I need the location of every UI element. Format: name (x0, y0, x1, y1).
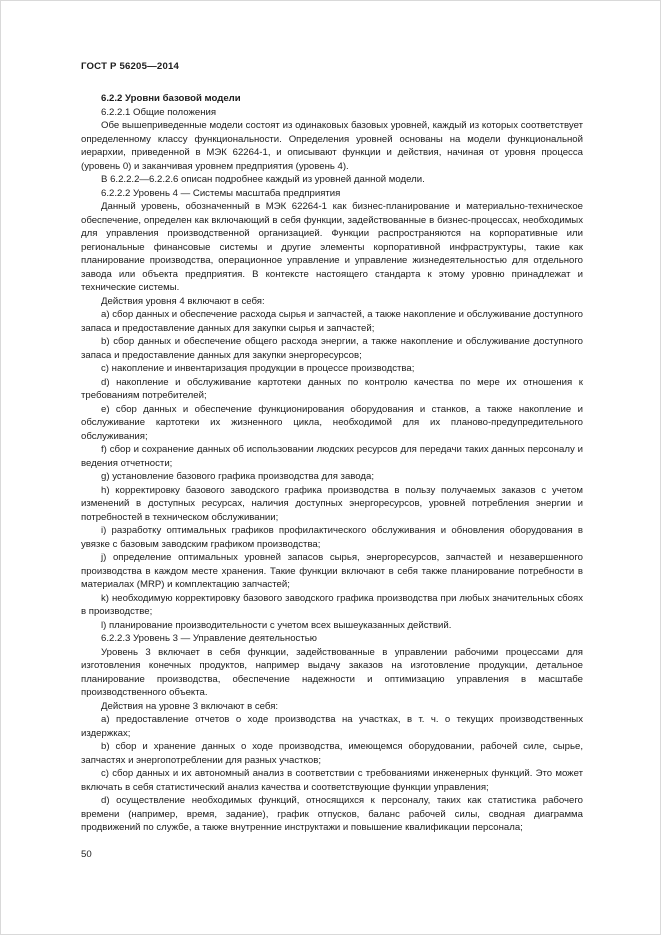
list-item: j) определение оптимальных уровней запасов сырья, энергоресурсов, запчастей и незавершенного производства в каждом месте хранения. Такие функции включают в себя также планирование потребности в материалах (MRP) и комплектацию запчастей; (81, 552, 583, 590)
paragraph: Данный уровень, обозначенный в МЭК 62264-1 как бизнес-планирование и материально-техническое обеспечение, определен как включающий в себя функции, задействованные в бизнес-процессах, необходимых для управления производственной организацией. Функции распространяются на корпоративные или региональные финансовые системы и другие элементы корпоративной инфраструктуры, такие как планирование производства, операционное управление и управление жизнедеятельностью для отдельного завода или объекта предприятия. В контексте настоящего стандарта к этому уровню принадлежат и технические системы. (81, 201, 583, 293)
paragraph: Действия уровня 4 включают в себя: (101, 295, 265, 307)
list-item: h) корректировку базового заводского графика производства в пользу получаемых заказов с учетом изменений в доступных ресурсах, наличия доступных энергоресурсов, уровней потребления энергии и потребностей в техническом обслуживании; (81, 484, 583, 523)
section-heading: 6.2.2.2 Уровень 4 — Системы масштаба предприятия (101, 187, 341, 199)
section-heading: 6.2.2.3 Уровень 3 — Управление деятельностью (101, 633, 317, 644)
list-item: a) сбор данных и обеспечение расхода сырья и запчастей, а также накопление и обслуживание доступного запаса и предоставление данных для закупки сырья и запчастей; (81, 309, 583, 334)
list-item: d) осуществление необходимых функций, относящихся к персоналу, таких как статистика рабочего времени (например, время, задание), график отпусков, баланс рабочей силы, сводная диаграмма продвижений по службе, а также внутренние инструктажи и повышение квалификации персонала; (81, 795, 583, 833)
list-item: c) накопление и инвентаризация продукции в процессе производства; (101, 363, 415, 374)
paragraph: В 6.2.2.2—6.2.2.6 описан подробнее каждый из уровней данной модели. (101, 174, 425, 185)
page-number: 50 (81, 849, 92, 860)
document-content (81, 92, 583, 835)
list-item: c) сбор данных и их автономный анализ в соответствии с требованиями инженерных функций. Это может включать в себя статистический анализ качества и соответствующие функции управления; (81, 768, 583, 793)
running-header: ГОСТ Р 56205—2014 (81, 61, 180, 72)
list-item: g) установление базового графика производства для завода; (101, 471, 374, 482)
paragraph: Обе вышеприведенные модели состоят из одинаковых базовых уровней, каждый из которых соответствует определенному классу функциональности. Определения уровней основаны на модели функциональной иерархии, приведенной в МЭК 62264-1, и описывают функции и действия, начиная от уровня процесса (уровень 0) и заканчивая уровнем предприятия (уровень 4). (81, 120, 583, 172)
paragraph: Действия на уровне 3 включают в себя: (101, 700, 279, 712)
section-heading: 6.2.2.1 Общие положения (101, 106, 217, 118)
list-item: b) сбор и хранение данных о ходе производства, имеющемся оборудовании, рабочей силе, сырье, запчастях и энергопотреблении для разных участков; (81, 741, 583, 766)
list-item: f) сбор и сохранение данных об использовании людских ресурсов для передачи таких данных персоналу и ведения отчетности; (81, 444, 583, 469)
list-item: a) предоставление отчетов о ходе производства на участках, в т. ч. о текущих производственных издержках; (81, 714, 583, 739)
list-item: k) необходимую корректировку базового заводского графика производства при любых значительных сбоях в производстве; (81, 592, 583, 617)
list-item: i) разработку оптимальных графиков профилактического обслуживания и обновления оборудования в увязке с базовым заводским графиком производства; (81, 525, 583, 550)
paragraph: Уровень 3 включает в себя функции, задействованные в управлении рабочими процессами для изготовления конечных продуктов, например выдачу заказов на изготовление продукции, детальное планирование производства, обеспечение надежности и оптимизацию управления в масштабе производственного объекта. (81, 646, 583, 698)
list-item: b) сбор данных и обеспечение общего расхода энергии, а также накопление и обслуживание доступного запаса и предоставление данных для закупки энергоресурсов; (81, 336, 583, 361)
list-item: e) сбор данных и обеспечение функционирования оборудования и станков, а также накопление и обслуживание картотеки их жизненного цикла, необходимой для их планово-предупредительного обслуживания; (81, 403, 583, 442)
section-heading: 6.2.2 Уровни базовой модели (101, 93, 241, 104)
list-item: l) планирование производительности с учетом всех вышеуказанных действий. (101, 619, 452, 631)
list-item: d) накопление и обслуживание картотеки данных по контролю качества по мере их отношения к требованиям потребителей; (81, 376, 583, 401)
